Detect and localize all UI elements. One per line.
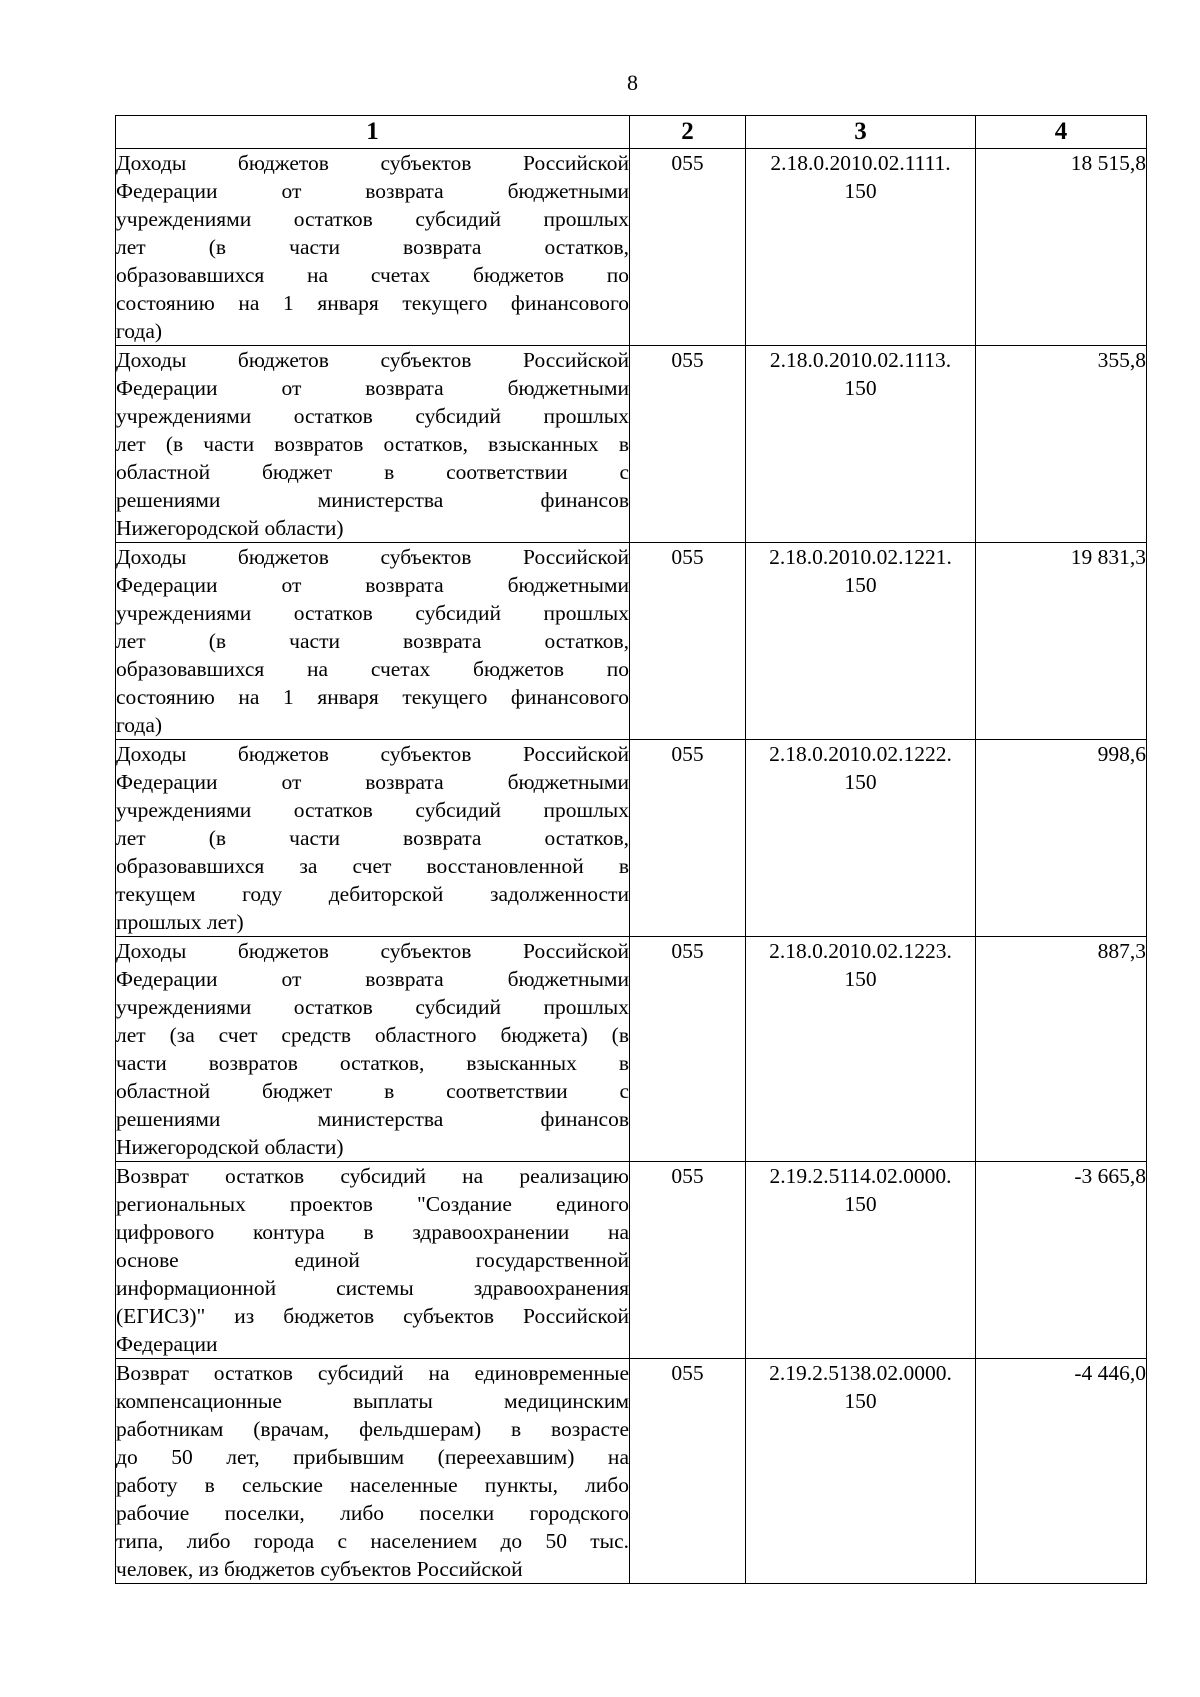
column-header-3: 3 xyxy=(746,116,976,149)
column-header-2: 2 xyxy=(630,116,746,149)
description-line: Возврат остатков субсидий на единовременные xyxy=(116,1361,629,1385)
description-line: областной бюджет в соответствии с xyxy=(116,460,629,484)
description-line: образовавшихся на счетах бюджетов по xyxy=(116,263,629,287)
row-admin-code: 055 xyxy=(630,346,746,543)
budget-code-line-1: 2.18.0.2010.02.1113. xyxy=(769,348,952,372)
description-line: Федерации от возврата бюджетными xyxy=(116,967,629,991)
budget-code-line-2: 150 xyxy=(844,179,877,203)
row-budget-code xyxy=(746,1162,976,1359)
description-line: Доходы бюджетов субъектов Российской xyxy=(116,151,629,175)
description-line: работу в сельские населенные пункты, либо xyxy=(116,1473,629,1497)
description-line: человек, из бюджетов субъектов Российской xyxy=(116,1557,523,1581)
description-line: Федерации xyxy=(116,1332,218,1356)
description-line: информационной системы здравоохранения xyxy=(116,1276,629,1300)
row-description xyxy=(116,937,630,1162)
description-line: Федерации от возврата бюджетными xyxy=(116,573,629,597)
row-amount: 19 831,3 xyxy=(976,543,1147,740)
description-line: лет (за счет средств областного бюджета) (в xyxy=(116,1023,629,1047)
row-description xyxy=(116,1162,630,1359)
description-line: учреждениями остатков субсидий прошлых xyxy=(116,207,629,231)
description-line: учреждениями остатков субсидий прошлых xyxy=(116,404,629,428)
table-row xyxy=(116,1359,1147,1584)
row-admin-code: 055 xyxy=(630,740,746,937)
description-line: Доходы бюджетов субъектов Российской xyxy=(116,545,629,569)
description-line: прошлых лет) xyxy=(116,910,244,934)
description-line: образовавшихся на счетах бюджетов по xyxy=(116,657,629,681)
row-amount: -4 446,0 xyxy=(976,1359,1147,1584)
description-line: года) xyxy=(116,713,163,737)
description-line: рабочие поселки, либо поселки городского xyxy=(116,1501,629,1525)
description-line: областной бюджет в соответствии с xyxy=(116,1079,629,1103)
budget-code-line-2: 150 xyxy=(844,967,877,991)
description-line: лет (в части возврата остатков, xyxy=(116,629,629,653)
row-budget-code xyxy=(746,346,976,543)
row-description xyxy=(116,740,630,937)
row-amount: -3 665,8 xyxy=(976,1162,1147,1359)
description-line: работникам (врачам, фельдшерам) в возрасте xyxy=(116,1417,629,1441)
budget-table xyxy=(115,115,1147,1584)
table-row xyxy=(116,346,1147,543)
description-line: лет (в части возврата остатков, xyxy=(116,826,629,850)
row-admin-code: 055 xyxy=(630,149,746,346)
budget-code-line-2: 150 xyxy=(844,770,877,794)
description-line: образовавшихся за счет восстановленной в xyxy=(116,854,629,878)
description-line: региональных проектов "Создание единого xyxy=(116,1192,629,1216)
description-line: решениями министерства финансов xyxy=(116,488,629,512)
row-admin-code: 055 xyxy=(630,1162,746,1359)
description-line: Возврат остатков субсидий на реализацию xyxy=(116,1164,629,1188)
budget-code-line-1: 2.19.2.5138.02.0000. xyxy=(769,1361,952,1385)
description-line: Нижегородской области) xyxy=(116,1135,344,1159)
column-header-1: 1 xyxy=(116,116,630,149)
row-amount: 998,6 xyxy=(976,740,1147,937)
description-line: Доходы бюджетов субъектов Российской xyxy=(116,939,629,963)
description-line: Федерации от возврата бюджетными xyxy=(116,376,629,400)
table-row xyxy=(116,149,1147,346)
row-budget-code xyxy=(746,543,976,740)
row-amount: 887,3 xyxy=(976,937,1147,1162)
description-line: основе единой государственной xyxy=(116,1248,629,1272)
description-line: учреждениями остатков субсидий прошлых xyxy=(116,995,629,1019)
budget-code-line-1: 2.18.0.2010.02.1221. xyxy=(769,545,952,569)
description-line: состоянию на 1 января текущего финансового xyxy=(116,685,629,709)
row-admin-code: 055 xyxy=(630,543,746,740)
row-budget-code xyxy=(746,1359,976,1584)
row-amount: 355,8 xyxy=(976,346,1147,543)
description-line: Доходы бюджетов субъектов Российской xyxy=(116,742,629,766)
row-amount: 18 515,8 xyxy=(976,149,1147,346)
description-line: части возвратов остатков, взысканных в xyxy=(116,1051,629,1075)
budget-code-line-2: 150 xyxy=(844,1389,877,1413)
row-description xyxy=(116,1359,630,1584)
table-header-row xyxy=(116,116,1147,149)
row-description xyxy=(116,346,630,543)
description-line: состоянию на 1 января текущего финансового xyxy=(116,291,629,315)
description-line: решениями министерства финансов xyxy=(116,1107,629,1131)
budget-code-line-1: 2.18.0.2010.02.1111. xyxy=(770,151,951,175)
description-line: года) xyxy=(116,319,163,343)
row-budget-code xyxy=(746,937,976,1162)
description-line: Федерации от возврата бюджетными xyxy=(116,770,629,794)
row-budget-code xyxy=(746,740,976,937)
column-header-4: 4 xyxy=(976,116,1147,149)
table-row xyxy=(116,937,1147,1162)
description-line: Доходы бюджетов субъектов Российской xyxy=(116,348,629,372)
description-line: текущем году дебиторской задолженности xyxy=(116,882,629,906)
row-description xyxy=(116,543,630,740)
description-line: до 50 лет, прибывшим (переехавшим) на xyxy=(116,1445,629,1469)
budget-code-line-2: 150 xyxy=(844,1192,877,1216)
description-line: компенсационные выплаты медицинским xyxy=(116,1389,629,1413)
description-line: (ЕГИСЗ)" из бюджетов субъектов Российской xyxy=(116,1304,629,1328)
table-body xyxy=(116,149,1147,1584)
description-line: лет (в части возвратов остатков, взысканных в xyxy=(116,432,629,456)
row-admin-code: 055 xyxy=(630,937,746,1162)
description-line: лет (в части возврата остатков, xyxy=(116,235,629,259)
page-number: 8 xyxy=(627,70,638,95)
description-line: Федерации от возврата бюджетными xyxy=(116,179,629,203)
table-row xyxy=(116,1162,1147,1359)
budget-code-line-1: 2.18.0.2010.02.1223. xyxy=(769,939,952,963)
row-description xyxy=(116,149,630,346)
description-line: учреждениями остатков субсидий прошлых xyxy=(116,601,629,625)
budget-code-line-1: 2.19.2.5114.02.0000. xyxy=(769,1164,952,1188)
row-admin-code: 055 xyxy=(630,1359,746,1584)
budget-code-line-2: 150 xyxy=(844,573,877,597)
description-line: Нижегородской области) xyxy=(116,516,344,540)
budget-code-line-1: 2.18.0.2010.02.1222. xyxy=(769,742,952,766)
row-budget-code xyxy=(746,149,976,346)
description-line: учреждениями остатков субсидий прошлых xyxy=(116,798,629,822)
budget-code-line-2: 150 xyxy=(844,376,877,400)
table-row xyxy=(116,543,1147,740)
description-line: цифрового контура в здравоохранении на xyxy=(116,1220,629,1244)
table-row xyxy=(116,740,1147,937)
description-line: типа, либо города с населением до 50 тыс. xyxy=(116,1529,629,1553)
